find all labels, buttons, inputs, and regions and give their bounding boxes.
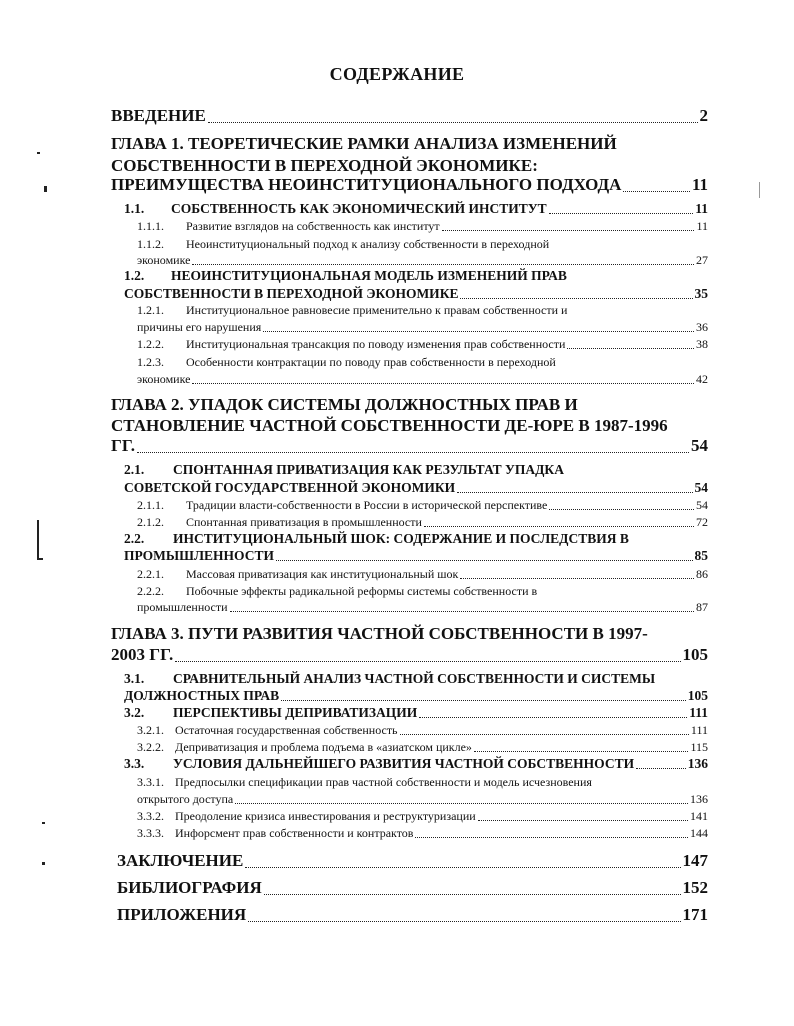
section-number: 2.2.2. bbox=[137, 584, 164, 598]
section-number: 2.2.1. bbox=[137, 567, 164, 581]
section-number: 1.1.1. bbox=[137, 219, 164, 233]
section-title: СОБСТВЕННОСТЬ КАК ЭКОНОМИЧЕСКИЙ ИНСТИТУТ bbox=[171, 201, 547, 216]
section-title: Побочные эффекты радикальной реформы системы собственности в bbox=[186, 584, 538, 598]
section-title: Институциональное равновесие применительно к правам собственности и bbox=[186, 303, 568, 317]
toc-entry-3-2 bbox=[124, 705, 708, 721]
page-number: 72 bbox=[696, 515, 708, 529]
section-number: 1.2. bbox=[124, 268, 145, 283]
toc-entry-2-2-line-1 bbox=[124, 531, 629, 547]
toc-entry-2-1-1 bbox=[137, 498, 708, 513]
toc-entry-1-2-line-1 bbox=[124, 268, 567, 284]
section-number: 1.2.3. bbox=[137, 355, 164, 369]
section-title-cont: ДОЛЖНОСТНЫХ ПРАВ bbox=[124, 688, 280, 703]
page-number: 111 bbox=[690, 723, 708, 737]
scan-speck bbox=[37, 152, 40, 154]
section-number: 1.1. bbox=[124, 201, 145, 216]
page-number: 85 bbox=[694, 548, 708, 563]
dot-leader bbox=[400, 734, 689, 735]
section-title: Инфорсмент прав собственности и контрактов bbox=[175, 826, 414, 840]
section-number: 1.2.2. bbox=[137, 337, 164, 351]
section-title: СПОНТАННАЯ ПРИВАТИЗАЦИЯ КАК РЕЗУЛЬТАТ УПАДКА bbox=[173, 462, 564, 477]
dot-leader bbox=[478, 820, 688, 821]
toc-label: БИБЛИОГРАФИЯ bbox=[117, 878, 262, 897]
toc-entry-1-1-2-line-1 bbox=[137, 237, 549, 252]
dot-leader bbox=[419, 717, 687, 718]
page-number: 42 bbox=[696, 372, 708, 386]
scan-speck bbox=[37, 558, 43, 560]
section-title: НЕОИНСТИТУЦИОНАЛЬНАЯ МОДЕЛЬ ИЗМЕНЕНИЙ ПРАВ bbox=[171, 268, 567, 283]
section-title: УСЛОВИЯ ДАЛЬНЕЙШЕГО РАЗВИТИЯ ЧАСТНОЙ СОБСТВЕННОСТИ bbox=[173, 756, 635, 771]
section-title: Развитие взглядов на собственность как институт bbox=[186, 219, 440, 233]
toc-entry-3-3-1 bbox=[137, 792, 708, 807]
chapter-3-title-line-1: ГЛАВА 3. ПУТИ РАЗВИТИЯ ЧАСТНОЙ СОБСТВЕННОСТИ В 1997- bbox=[111, 624, 648, 643]
dot-leader bbox=[460, 578, 694, 579]
toc-entry-2-1-2 bbox=[137, 515, 708, 530]
section-title: Особенности контрактации по поводу прав собственности в переходной bbox=[186, 355, 556, 369]
scan-speck bbox=[759, 182, 760, 198]
toc-entry-1-1 bbox=[124, 201, 708, 217]
toc-entry-appendix bbox=[117, 905, 708, 925]
page-number: 144 bbox=[690, 826, 708, 840]
page-number: 111 bbox=[689, 705, 708, 720]
section-title: ИНСТИТУЦИОНАЛЬНЫЙ ШОК: СОДЕРЖАНИЕ И ПОСЛЕДСТВИЯ В bbox=[173, 531, 629, 546]
page-number: 141 bbox=[690, 809, 708, 823]
page-number: 54 bbox=[691, 436, 708, 455]
section-title: Предпосылки спецификации прав частной собственности и модель исчезновения bbox=[175, 775, 592, 789]
section-title: Преодоление кризиса инвестирования и реструктуризации bbox=[175, 809, 476, 823]
chapter-2-title-line-1: ГЛАВА 2. УПАДОК СИСТЕМЫ ДОЛЖНОСТНЫХ ПРАВ И bbox=[111, 395, 578, 414]
section-title-cont: открытого доступа bbox=[137, 792, 234, 806]
dot-leader bbox=[264, 894, 681, 895]
section-number: 3.1. bbox=[124, 671, 145, 686]
section-number: 3.3. bbox=[124, 756, 145, 771]
page-number: 11 bbox=[695, 201, 708, 216]
section-title: Неоинституциональный подход к анализу собственности в переходной bbox=[186, 237, 550, 251]
dot-leader bbox=[208, 122, 698, 123]
toc-entry-1-2 bbox=[124, 286, 708, 302]
page-number: 35 bbox=[694, 286, 708, 301]
dot-leader bbox=[263, 331, 694, 332]
section-number: 1.1.2. bbox=[137, 237, 164, 251]
toc-label: ЗАКЛЮЧЕНИЕ bbox=[117, 851, 244, 870]
toc-entry-2-1-line-1 bbox=[124, 462, 564, 478]
section-number: 2.2. bbox=[124, 531, 145, 546]
section-number: 2.1.2. bbox=[137, 515, 164, 529]
toc-entry-chapter-3 bbox=[111, 645, 708, 665]
section-number: 2.1.1. bbox=[137, 498, 164, 512]
dot-leader bbox=[137, 452, 689, 453]
toc-entry-3-3-1-line-1 bbox=[137, 775, 592, 790]
toc-entry-3-1 bbox=[124, 688, 708, 704]
toc-entry-1-1-2 bbox=[137, 253, 708, 268]
toc-label: 2003 ГГ. bbox=[111, 645, 174, 664]
page-title: СОДЕРЖАНИЕ bbox=[329, 64, 465, 84]
dot-leader bbox=[549, 509, 694, 510]
section-title-cont: СОБСТВЕННОСТИ В ПЕРЕХОДНОЙ ЭКОНОМИКЕ bbox=[124, 286, 459, 301]
dot-leader bbox=[192, 264, 694, 265]
toc-entry-1-2-1 bbox=[137, 320, 708, 335]
page-number: 27 bbox=[696, 253, 708, 267]
toc-entry-1-2-2 bbox=[137, 337, 708, 352]
section-title-cont: экономике bbox=[137, 253, 191, 267]
page-number: 147 bbox=[682, 851, 708, 870]
toc-entry-3-1-line-1 bbox=[124, 671, 655, 687]
page-number: 136 bbox=[690, 792, 708, 806]
dot-leader bbox=[460, 298, 692, 299]
toc-entry-1-2-3 bbox=[137, 372, 708, 387]
page-number: 152 bbox=[682, 878, 708, 897]
dot-leader bbox=[281, 700, 686, 701]
dot-leader bbox=[415, 837, 688, 838]
page-number: 54 bbox=[694, 480, 708, 495]
section-title-cont: ПРОМЫШЛЕННОСТИ bbox=[124, 548, 274, 563]
toc-entry-2-1 bbox=[124, 480, 708, 496]
section-title: Остаточная государственная собственность bbox=[175, 723, 398, 737]
section-number: 3.2. bbox=[124, 705, 145, 720]
toc-entry-2-2-2-line-1 bbox=[137, 584, 537, 599]
section-title-cont: экономике bbox=[137, 372, 191, 386]
dot-leader bbox=[474, 751, 689, 752]
section-number: 2.1. bbox=[124, 462, 145, 477]
dot-leader bbox=[235, 803, 688, 804]
dot-leader bbox=[457, 492, 692, 493]
toc-entry-1-2-1-line-1 bbox=[137, 303, 567, 318]
toc-label: ГГ. bbox=[111, 436, 135, 455]
toc-entry-2-2-2 bbox=[137, 600, 708, 615]
page-number: 54 bbox=[696, 498, 708, 512]
scan-speck bbox=[37, 520, 39, 560]
page-number: 36 bbox=[696, 320, 708, 334]
page-number: 2 bbox=[699, 106, 708, 125]
toc-label: ВВЕДЕНИЕ bbox=[111, 106, 206, 125]
toc-label: ПРИЛОЖЕНИЯ bbox=[117, 905, 247, 924]
scan-speck bbox=[42, 822, 45, 824]
page-number: 136 bbox=[687, 756, 708, 771]
section-number: 3.3.1. bbox=[137, 775, 164, 789]
dot-leader bbox=[636, 768, 686, 769]
dot-leader bbox=[623, 191, 689, 192]
page-number: 38 bbox=[696, 337, 708, 351]
dot-leader bbox=[230, 611, 694, 612]
page-number: 87 bbox=[696, 600, 708, 614]
scan-speck bbox=[42, 862, 45, 865]
section-number: 1.2.1. bbox=[137, 303, 164, 317]
section-title: Спонтанная приватизация в промышленности bbox=[186, 515, 422, 529]
dot-leader bbox=[175, 661, 680, 662]
section-title-cont: промышленности bbox=[137, 600, 228, 614]
chapter-1-title-line-1: ГЛАВА 1. ТЕОРЕТИЧЕСКИЕ РАМКИ АНАЛИЗА ИЗМЕНЕНИЙ bbox=[111, 134, 617, 153]
toc-entry-chapter-2 bbox=[111, 436, 708, 456]
page-number: 105 bbox=[682, 645, 708, 664]
section-title: Институциональная трансакция по поводу изменения прав собственности bbox=[186, 337, 566, 351]
toc-entry-bibliography bbox=[117, 878, 708, 898]
page-number: 86 bbox=[696, 567, 708, 581]
toc-entry-2-2 bbox=[124, 548, 708, 564]
chapter-1-title-line-2: СОБСТВЕННОСТИ В ПЕРЕХОДНОЙ ЭКОНОМИКЕ: bbox=[111, 156, 538, 175]
dot-leader bbox=[549, 213, 694, 214]
toc-label: ПРЕИМУЩЕСТВА НЕОИНСТИТУЦИОНАЛЬНОГО ПОДХОДА bbox=[111, 175, 622, 194]
section-title: Традиции власти-собственности в России в исторической перспективе bbox=[186, 498, 548, 512]
page-number: 115 bbox=[690, 740, 708, 754]
section-title: Массовая приватизация как институциональный шок bbox=[186, 567, 459, 581]
section-title: Деприватизация и проблема подъема в «азиатском цикле» bbox=[175, 740, 472, 754]
dot-leader bbox=[245, 867, 680, 868]
toc-entry-2-2-1 bbox=[137, 567, 708, 582]
page-number: 171 bbox=[682, 905, 708, 924]
page-number: 105 bbox=[687, 688, 708, 703]
toc-entry-3-3 bbox=[124, 756, 708, 772]
toc-entry-1-2-3-line-1 bbox=[137, 355, 556, 370]
section-number: 3.2.1. bbox=[137, 723, 164, 737]
section-number: 3.2.2. bbox=[137, 740, 164, 754]
section-number: 3.3.3. bbox=[137, 826, 164, 840]
dot-leader bbox=[276, 560, 693, 561]
section-title: СРАВНИТЕЛЬНЫЙ АНАЛИЗ ЧАСТНОЙ СОБСТВЕННОСТИ И СИСТЕМЫ bbox=[173, 671, 656, 686]
toc-entry-3-3-2 bbox=[137, 809, 708, 824]
toc-entry-3-2-1 bbox=[137, 723, 708, 738]
section-title-cont: причины его нарушения bbox=[137, 320, 262, 334]
toc-entry-conclusion bbox=[117, 851, 708, 871]
page-number: 11 bbox=[691, 175, 708, 194]
section-title-cont: СОВЕТСКОЙ ГОСУДАРСТВЕННОЙ ЭКОНОМИКИ bbox=[124, 480, 456, 495]
dot-leader bbox=[567, 348, 694, 349]
toc-entry-3-2-2 bbox=[137, 740, 708, 755]
toc-entry-intro bbox=[111, 106, 708, 126]
scan-speck bbox=[44, 186, 47, 192]
toc-entry-1-1-1 bbox=[137, 219, 708, 234]
toc-entry-3-3-3 bbox=[137, 826, 708, 841]
section-title: ПЕРСПЕКТИВЫ ДЕПРИВАТИЗАЦИИ bbox=[173, 705, 418, 720]
chapter-2-title-line-2: СТАНОВЛЕНИЕ ЧАСТНОЙ СОБСТВЕННОСТИ ДЕ-ЮРЕ В 1987-1996 bbox=[111, 416, 668, 435]
dot-leader bbox=[192, 383, 694, 384]
section-number: 3.3.2. bbox=[137, 809, 164, 823]
dot-leader bbox=[248, 921, 680, 922]
dot-leader bbox=[424, 526, 694, 527]
dot-leader bbox=[442, 230, 695, 231]
toc-entry-chapter-1 bbox=[111, 175, 708, 195]
page-number: 11 bbox=[696, 219, 708, 233]
